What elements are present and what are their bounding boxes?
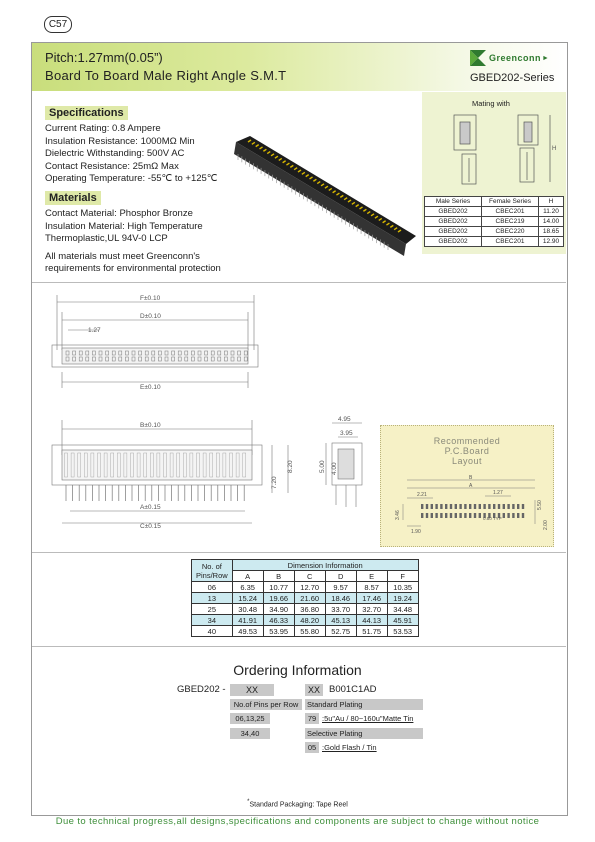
- pcb-pad: [503, 504, 505, 509]
- pins-option: 34,40: [230, 728, 270, 739]
- pcb-pad: [493, 504, 495, 509]
- top-view-drawing: [40, 290, 280, 400]
- mating-col-header: Male Series: [425, 197, 482, 207]
- environment-note: requirements for environmental protection: [45, 263, 221, 274]
- dimension-cell: 46.33: [263, 615, 294, 626]
- pcb-pad: [488, 504, 490, 509]
- front-view-drawing: [40, 415, 305, 535]
- spec-line: Current Rating: 0.8 Ampere: [45, 123, 161, 134]
- dimension-cell: 34.48: [387, 604, 418, 615]
- dimension-cell: 19.24: [387, 593, 418, 604]
- dimension-cell: 51.75: [356, 626, 387, 637]
- dimension-row: [192, 615, 419, 626]
- mating-cell: GBED202: [425, 207, 482, 217]
- recommended-title: P.C.Board: [444, 446, 490, 456]
- specifications-section: [45, 103, 217, 186]
- mating-cell: GBED202: [425, 217, 482, 227]
- dim-label-h400: 4.00: [331, 462, 338, 475]
- material-line: Thermoplastic,UL 94V-0 LCP: [45, 233, 168, 244]
- pcb-label-080: 0.80 TYP: [483, 516, 502, 521]
- order-suffix: B001C1AD: [329, 684, 377, 695]
- connector-product-image: [228, 132, 418, 262]
- dim-label-w395: 3.95: [340, 430, 353, 437]
- mating-label: Mating with: [472, 99, 510, 108]
- dimension-cell: 8.57: [356, 582, 387, 593]
- pcb-pad: [507, 504, 509, 509]
- plating-option-desc: :5u"Au / 80~160u"Matte Tin: [322, 714, 414, 723]
- specifications-heading: Specifications: [45, 106, 128, 120]
- mating-cell: CBEC201: [482, 207, 539, 217]
- dimension-cell: 40: [192, 626, 233, 637]
- material-line: Insulation Material: High Temperature: [45, 220, 203, 232]
- mating-drawing: [432, 110, 557, 192]
- pcb-label-221: 2.21: [417, 492, 427, 498]
- pins-option: 06,13,25: [230, 713, 270, 724]
- footer-disclaimer: Due to technical progress,all designs,specifications and components are subject to change without notice: [55, 816, 540, 827]
- dim-col-header: E: [356, 571, 387, 582]
- selective-option-code: 05: [305, 742, 319, 753]
- dimension-cell: 55.80: [294, 626, 325, 637]
- dimension-cell: 6.35: [232, 582, 263, 593]
- pcb-pad: [474, 513, 476, 518]
- pcb-pad: [479, 504, 481, 509]
- dimension-table: [191, 559, 419, 637]
- pcb-pad: [479, 513, 481, 518]
- dim-col-header: B: [263, 571, 294, 582]
- dimension-cell: 19.66: [263, 593, 294, 604]
- ordering-title: Ordering Information: [233, 662, 362, 678]
- pcb-pad: [464, 513, 466, 518]
- pcb-pad: [517, 513, 519, 518]
- pcb-pad: [455, 504, 457, 509]
- dimension-cell: 34.90: [263, 604, 294, 615]
- dim-label-a: A±0.15: [140, 504, 161, 511]
- dimension-cell: 21.60: [294, 593, 325, 604]
- logo-arrow-icon: ►: [542, 54, 549, 62]
- pcb-pad: [469, 504, 471, 509]
- order-pins-code: XX: [230, 684, 274, 696]
- pitch-title: Pitch:1.27mm(0.05”): [45, 50, 163, 65]
- pins-header: [192, 560, 233, 582]
- pcb-pad: [431, 513, 433, 518]
- pcb-pad: [474, 504, 476, 509]
- standard-plating-label: Standard Plating: [305, 699, 423, 710]
- pcb-pad: [440, 513, 442, 518]
- pcb-pad: [426, 504, 428, 509]
- order-plating-code: XX: [305, 684, 323, 696]
- dimension-cell: 53.95: [263, 626, 294, 637]
- pcb-label-127: 1.27: [493, 490, 503, 496]
- dimension-cell: 44.13: [356, 615, 387, 626]
- dimension-cell: 52.75: [325, 626, 356, 637]
- page-number-tag: C57: [44, 16, 72, 33]
- dimension-cell: 32.70: [356, 604, 387, 615]
- dimension-row: [192, 604, 419, 615]
- dimension-cell: 17.46: [356, 593, 387, 604]
- dimension-cell: 10.77: [263, 582, 294, 593]
- dimension-cell: 30.48: [232, 604, 263, 615]
- dim-label-e: E±0.10: [140, 384, 161, 391]
- pcb-label-346: 3.46: [395, 510, 401, 520]
- pcb-pad: [435, 513, 437, 518]
- pcb-pad: [517, 504, 519, 509]
- material-line: Contact Material: Phosphor Bronze: [45, 208, 193, 219]
- pcb-pad: [522, 504, 524, 509]
- dimension-cell: 49.53: [232, 626, 263, 637]
- dim-col-header: C: [294, 571, 325, 582]
- mating-cell: GBED202: [425, 237, 482, 247]
- order-prefix: GBED202 -: [177, 684, 226, 695]
- mating-cell: 18.65: [539, 227, 564, 237]
- dimension-cell: 36.80: [294, 604, 325, 615]
- pins-per-row-label: No.of Pins per Row: [230, 699, 302, 710]
- section-divider: [32, 646, 566, 647]
- section-divider: [32, 282, 566, 283]
- packaging-note: *Standard Packaging: Tape Reel: [247, 799, 348, 809]
- dim-label-h720: 7.20: [271, 476, 278, 489]
- mating-cell: 12.90: [539, 237, 564, 247]
- environment-note: All materials must meet Greenconn's: [45, 250, 200, 262]
- recommended-title: Layout: [451, 456, 483, 466]
- logo-mark-icon: [470, 50, 486, 66]
- materials-heading: Materials: [45, 191, 101, 205]
- packaging-text: Standard Packaging: Tape Reel: [249, 801, 348, 809]
- pcb-label-200: 2.00: [543, 520, 549, 530]
- dim-label-c: C±0.15: [140, 523, 161, 530]
- pcb-pad: [440, 504, 442, 509]
- spec-line: Operating Temperature: -55℃ to +125℃: [45, 173, 218, 184]
- dimension-cell: 45.91: [387, 615, 418, 626]
- dimension-group-header: Dimension Information: [232, 560, 418, 571]
- selective-plating-label: Selective Plating: [305, 728, 423, 739]
- svg-text:H: H: [552, 146, 557, 152]
- spec-line: Contact Resistance: 25mΩ Max: [45, 160, 179, 172]
- dim-col-header: F: [387, 571, 418, 582]
- materials-section: [45, 188, 221, 276]
- dimension-cell: 9.57: [325, 582, 356, 593]
- dimension-cell: 18.46: [325, 593, 356, 604]
- pcb-pad: [435, 504, 437, 509]
- mating-table: [424, 196, 564, 247]
- pcb-pad: [507, 513, 509, 518]
- logo-text: Greenconn: [489, 53, 542, 63]
- pcb-pad: [522, 513, 524, 518]
- dimension-cell: 41.91: [232, 615, 263, 626]
- pcb-pad: [512, 504, 514, 509]
- dim-label-pitch: 1.27: [88, 327, 101, 334]
- pcb-label-190: 1.90: [411, 529, 421, 535]
- mating-col-header: H: [539, 197, 564, 207]
- pcb-pad: [426, 513, 428, 518]
- spec-line: Insulation Resistance: 1000MΩ Min: [45, 135, 195, 147]
- recommended-title: Recommended: [433, 436, 501, 446]
- dimension-cell: 12.70: [294, 582, 325, 593]
- mating-cell: GBED202: [425, 227, 482, 237]
- dimension-cell: 10.35: [387, 582, 418, 593]
- dim-label-w495: 4.95: [338, 416, 351, 423]
- mating-panel: [422, 92, 566, 254]
- pcb-label-550: 5.50: [537, 500, 543, 510]
- pcb-pad: [459, 504, 461, 509]
- pcb-label-a: A: [469, 483, 473, 489]
- product-title: Board To Board Male Right Angle S.M.T: [45, 68, 287, 83]
- dim-col-header: D: [325, 571, 356, 582]
- pcb-pad: [445, 513, 447, 518]
- dimension-cell: 53.53: [387, 626, 418, 637]
- pcb-pad: [445, 504, 447, 509]
- pcb-pad: [464, 504, 466, 509]
- pcb-layout-drawing: [385, 470, 551, 542]
- dimension-row: [192, 582, 419, 593]
- dimension-cell: 06: [192, 582, 233, 593]
- pins-header-line: No. of: [201, 561, 222, 571]
- dim-label-h500: 5.00: [319, 460, 326, 473]
- dimension-row: [192, 593, 419, 604]
- mating-cell: CBEC219: [482, 217, 539, 227]
- pcb-pad: [450, 504, 452, 509]
- selective-option-desc: :Gold Flash / Tin: [322, 743, 377, 752]
- dimension-cell: 25: [192, 604, 233, 615]
- spec-line: Dielectric Withstanding: 500V AC: [45, 148, 185, 159]
- pcb-pad: [421, 504, 423, 509]
- pcb-pad: [459, 513, 461, 518]
- pcb-pad: [483, 504, 485, 509]
- section-divider: [32, 552, 566, 553]
- side-view-drawing: [318, 413, 378, 523]
- recommended-layout-panel: [380, 425, 554, 547]
- mating-cell: CBEC220: [482, 227, 539, 237]
- pcb-pad: [421, 513, 423, 518]
- pcb-pad: [512, 513, 514, 518]
- pcb-pad: [503, 513, 505, 518]
- dimension-row: [192, 626, 419, 637]
- mating-cell: 11.20: [539, 207, 564, 217]
- dim-label-b: B±0.10: [140, 422, 161, 429]
- pcb-pad: [498, 504, 500, 509]
- pcb-label-b: B: [469, 475, 473, 481]
- mating-col-header: Female Series: [482, 197, 539, 207]
- dimension-cell: 45.13: [325, 615, 356, 626]
- series-name: GBED202-Series: [470, 72, 555, 84]
- dim-label-h820: 8.20: [287, 460, 294, 473]
- dim-label-d: D±0.10: [140, 313, 161, 320]
- dimension-cell: 34: [192, 615, 233, 626]
- dim-col-header: A: [232, 571, 263, 582]
- greenconn-logo: [470, 50, 549, 66]
- mating-cell: CBEC201: [482, 237, 539, 247]
- dimension-cell: 13: [192, 593, 233, 604]
- pcb-pad: [450, 513, 452, 518]
- pcb-pad: [455, 513, 457, 518]
- mating-cell: 14.00: [539, 217, 564, 227]
- dimension-cell: 15.24: [232, 593, 263, 604]
- pcb-pad: [469, 513, 471, 518]
- pins-header-line: Pins/Row: [196, 570, 228, 580]
- dimension-cell: 33.70: [325, 604, 356, 615]
- pcb-pad: [431, 504, 433, 509]
- plating-option-code: 79: [305, 713, 319, 724]
- dimension-cell: 48.20: [294, 615, 325, 626]
- dim-label-f: F±0.10: [140, 295, 161, 302]
